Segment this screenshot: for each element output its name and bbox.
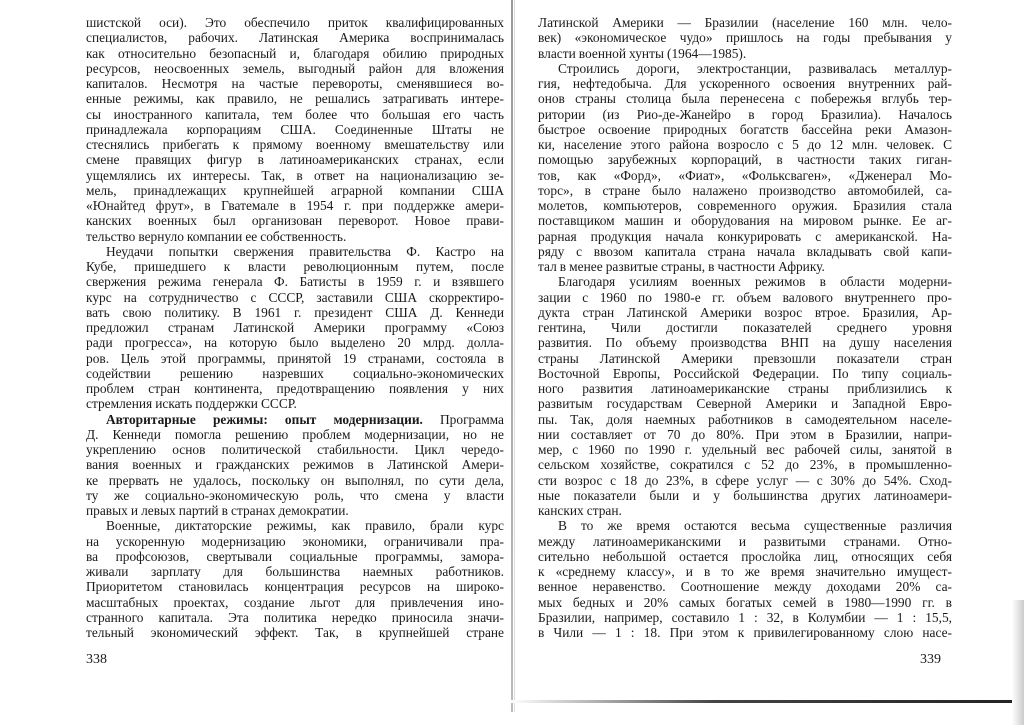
line-text: Восточной Европы, Российской Федерации. По типу социаль- bbox=[538, 365, 952, 381]
line-text: предложил странам Латинской Америки программу «Союз bbox=[86, 320, 504, 335]
line-text: ке прервать не удалось, поскольку он выполнял, по сути дела, bbox=[86, 472, 504, 488]
text-line bbox=[86, 122, 504, 137]
line-text: ряду с ввозом капитала страна начала вкладывать свой капи- bbox=[538, 243, 952, 259]
line-text: ту же социально-экономическую роль, что смена у власти bbox=[86, 487, 504, 503]
line-text: шистской оси). Это обеспечило приток квалифицированных bbox=[86, 15, 504, 30]
text-line bbox=[538, 396, 952, 411]
text-line bbox=[538, 366, 952, 381]
line-text: нии составляет от 70 до 80%. При этом в Бразилии, напри- bbox=[538, 426, 952, 442]
text-line bbox=[86, 381, 504, 396]
text-line bbox=[86, 625, 504, 640]
text-line bbox=[86, 610, 504, 625]
line-text: ритории (из Рио-де-Жанейро в город Бразилиа). Началось bbox=[538, 106, 952, 122]
text-line bbox=[86, 15, 504, 30]
text-line bbox=[86, 91, 504, 106]
text-line bbox=[538, 91, 952, 106]
line-text: онов страны столица была перенесена с побережья вглубь тер- bbox=[538, 91, 952, 107]
line-text: Кубе, пришедшего к власти революционным путем, после bbox=[86, 259, 504, 274]
text-line bbox=[86, 320, 504, 335]
text-line bbox=[86, 564, 504, 579]
line-text: живали зарплату для большинства наемных работников. bbox=[86, 564, 504, 579]
line-text: Приоритетом становилась концентрация ресурсов на широко- bbox=[86, 579, 504, 595]
text-line bbox=[86, 290, 504, 305]
text-line bbox=[538, 457, 952, 472]
line-text: гентина, Чили достигли показателей среднего уровня bbox=[538, 320, 952, 335]
line-text: ров. Цель этой программы, принятой 19 странами, состояла в bbox=[86, 350, 504, 366]
text-line bbox=[86, 305, 504, 320]
line-text: Д. Кеннеди помогла решению проблем модернизации, но не bbox=[86, 426, 504, 442]
line-text: канских стран. bbox=[538, 503, 622, 518]
text-line bbox=[538, 107, 952, 122]
line-text: странного капитала. Эта политика нередко приносила значи- bbox=[86, 609, 504, 625]
text-line bbox=[86, 351, 504, 366]
text-line bbox=[538, 259, 952, 274]
text-line bbox=[538, 46, 952, 61]
text-line bbox=[538, 320, 952, 335]
text-line bbox=[86, 198, 504, 213]
line-text: между латиноамериканскими и развитыми странами. Отно- bbox=[538, 533, 952, 549]
text-line bbox=[86, 168, 504, 183]
line-text: зации с 1960 по 1980-е гг. объем валового внутреннего про- bbox=[538, 289, 952, 305]
line-text: Благодаря усилиям военных режимов в области модерни- bbox=[558, 274, 952, 290]
line-text: ные показатели были и у большинства других латиноамери- bbox=[538, 487, 952, 503]
text-line bbox=[538, 168, 952, 183]
line-text: быстрое освоение природных богатств бассейна реки Амазон- bbox=[538, 121, 952, 137]
text-line bbox=[538, 76, 952, 91]
line-text: масштабных проектах, создание льгот для привлечения ино- bbox=[86, 594, 504, 610]
text-line bbox=[538, 503, 952, 518]
line-text: тельный экономический эффект. Так, в крупнейшей стране bbox=[86, 625, 504, 640]
line-text: молетов, компьютеров, современного оружия. Бразилия стала bbox=[538, 198, 952, 213]
line-text: енные режимы, как правило, не решались затрагивать интере- bbox=[86, 91, 504, 107]
text-line bbox=[86, 412, 504, 427]
line-text: ради прогресса», на которую было выделено 20 млрд. долла- bbox=[86, 335, 504, 351]
text-line bbox=[538, 442, 952, 457]
section-heading: Авторитарные режимы: опыт модернизации. bbox=[106, 411, 423, 427]
line-text: ущемлялись их интересы. Так, в ответ на национализацию зе- bbox=[86, 167, 504, 183]
text-line bbox=[86, 274, 504, 289]
line-text: развитым государствам Северной Америки и Западной Евро- bbox=[538, 396, 952, 412]
line-text: укреплению основ политической стабильности. Цикл чередо- bbox=[86, 442, 504, 457]
line-text: содействии решению назревших социально-экономических bbox=[86, 365, 504, 381]
text-line bbox=[538, 122, 952, 137]
line-text: Программа bbox=[422, 411, 504, 427]
right-page-text bbox=[538, 15, 952, 640]
line-text: дукта стран Латинской Америки возрос втрое. Бразилия, Ар- bbox=[538, 304, 952, 320]
text-line bbox=[538, 152, 952, 167]
text-line bbox=[538, 381, 952, 396]
line-text: ва профсоюзов, свертывали социальные программы, замора- bbox=[86, 548, 504, 564]
line-text: сительно небольшой остается прослойка лиц, относящих себя bbox=[538, 548, 952, 564]
text-line bbox=[86, 473, 504, 488]
text-line bbox=[86, 396, 504, 411]
text-line bbox=[86, 335, 504, 350]
text-line bbox=[86, 259, 504, 274]
text-line bbox=[86, 229, 504, 244]
text-line bbox=[86, 152, 504, 167]
text-line bbox=[538, 625, 952, 640]
text-line bbox=[538, 183, 952, 198]
left-page-text bbox=[86, 15, 504, 640]
line-text: тал в менее развитые страны, в частности Африку. bbox=[538, 259, 825, 274]
text-line bbox=[538, 412, 952, 427]
text-line bbox=[538, 564, 952, 579]
line-text: Военные, диктаторские режимы, как правило, брали курс bbox=[106, 518, 504, 534]
text-line bbox=[86, 579, 504, 594]
line-text: проблем стран континента, предотвращению появления у них bbox=[86, 381, 504, 396]
text-line bbox=[86, 107, 504, 122]
text-line bbox=[538, 290, 952, 305]
line-text: правых и левых партий в странах демократии. bbox=[86, 503, 349, 518]
line-text: мер, с 1960 по 1990 г. удельный вес рабочей силы, занятой в bbox=[538, 442, 952, 457]
line-text: капиталов. Несмотря на частые перевороты, сменявшиеся во- bbox=[86, 76, 504, 91]
line-text: пы. Так, доля наемных работников в самодеятельном населе- bbox=[538, 411, 952, 427]
line-text: сельском хозяйстве, сократился с 52 до 23%, в промышленно- bbox=[538, 457, 952, 473]
text-line bbox=[86, 457, 504, 472]
text-line bbox=[86, 61, 504, 76]
text-line bbox=[86, 503, 504, 518]
line-text: принадлежала корпорациям США. Соединенные Штаты не bbox=[86, 121, 504, 137]
text-line bbox=[86, 488, 504, 503]
line-text: как относительно безопасный и, благодаря обилию природных bbox=[86, 45, 504, 61]
line-text: мых бедных и 20% самых богатых семей в 1980—1990 гг. в bbox=[538, 594, 952, 610]
line-text: Бразилии, например, составило 1 : 32, в Колумбии — 1 : 15,5, bbox=[538, 609, 952, 625]
line-text: вания военных и гражданских режимов в Латинской Амери- bbox=[86, 457, 504, 473]
line-text: век) «экономическое чудо» пришлось на годы пребывания у bbox=[538, 30, 952, 46]
line-text: поставщиком машин и оборудования на мировом рынке. Ее аг- bbox=[538, 213, 952, 229]
line-text: Латинской Америки — Бразилии (население 160 млн. чело- bbox=[538, 15, 952, 30]
line-text: венное неравенство. Соотношение между доходами 20% са- bbox=[538, 579, 952, 595]
text-line bbox=[538, 61, 952, 76]
text-line bbox=[86, 427, 504, 442]
text-line bbox=[86, 213, 504, 228]
page-number-right: 339 bbox=[920, 652, 941, 667]
line-text: гия, нефтедобыча. Для ускоренного освоения внутренних рай- bbox=[538, 76, 952, 91]
line-text: ки, население этого района возросло с 5 до 12 млн. человек. С bbox=[538, 137, 952, 152]
text-line bbox=[538, 427, 952, 442]
text-line bbox=[538, 579, 952, 594]
book-gutter bbox=[511, 0, 513, 712]
line-text: тов, как «Форд», «Фиат», «Фольксваген», «Дженерал Мо- bbox=[538, 167, 952, 183]
text-line bbox=[538, 137, 952, 152]
line-text: торс», в стране было налажено производство автомобилей, са- bbox=[538, 182, 952, 198]
text-line bbox=[538, 274, 952, 289]
line-text: Строились дороги, электростанции, развивалась металлур- bbox=[558, 60, 952, 76]
line-text: стеснялись прибегать к прямому военному вмешательству или bbox=[86, 137, 504, 152]
line-text: «Юнайтед фрут», в Гватемале в 1954 г. при поддержке амери- bbox=[86, 198, 504, 213]
line-text: курс на сотрудничество с СССР, заставили США скорректиро- bbox=[86, 289, 504, 305]
scan-edge-right bbox=[1012, 600, 1024, 725]
line-text: стремления искать поддержки СССР. bbox=[86, 396, 297, 412]
line-text: ного развития латиноамериканские страны приблизились к bbox=[538, 381, 952, 396]
text-line bbox=[538, 229, 952, 244]
scan-edge-shadow bbox=[510, 700, 1024, 703]
text-line bbox=[86, 366, 504, 381]
line-text: канских военных был организован переворот. Новое прави- bbox=[86, 213, 504, 229]
text-line bbox=[538, 534, 952, 549]
line-text: на ускоренную модернизацию экономики, ограничивали пра- bbox=[86, 533, 504, 549]
text-line bbox=[538, 549, 952, 564]
line-text: сы иностранного капитала, тем более что большая его часть bbox=[86, 106, 504, 122]
line-text: сти возрос с 18 до 23%, в сфере услуг — с 30% до 54%. Сход- bbox=[538, 472, 952, 488]
text-line bbox=[538, 15, 952, 30]
book-gutter-shadow bbox=[514, 0, 515, 712]
text-line bbox=[86, 30, 504, 45]
text-line bbox=[538, 351, 952, 366]
line-text: свержения режима генерала Ф. Батисты в 1959 г. и взявшего bbox=[86, 274, 504, 290]
text-line bbox=[538, 30, 952, 45]
text-line bbox=[538, 244, 952, 259]
text-line bbox=[86, 183, 504, 198]
text-line bbox=[86, 595, 504, 610]
text-line bbox=[86, 534, 504, 549]
text-line bbox=[86, 137, 504, 152]
text-line bbox=[538, 518, 952, 533]
line-text: вать свою политику. В 1961 г. президент США Д. Кеннеди bbox=[86, 304, 504, 320]
text-line bbox=[538, 473, 952, 488]
line-text: мель, принадлежащих крупнейшей аграрной компании США bbox=[86, 182, 504, 198]
line-text: в Чили — 1 : 18. При этом к привилегированному слою насе- bbox=[538, 625, 952, 640]
line-text: В то же время остаются весьма существенные различия bbox=[558, 518, 952, 534]
text-line bbox=[538, 595, 952, 610]
line-text: рарная продукция начала конкурировать с американской. На- bbox=[538, 228, 952, 244]
line-text: тельство вернуло компании ее собственность. bbox=[86, 228, 347, 244]
text-line bbox=[538, 213, 952, 228]
line-text: развития. По объему производства ВНП на душу населения bbox=[538, 335, 952, 351]
line-text: к «среднему классу», и в то же время значительно имущест- bbox=[538, 564, 952, 579]
text-line bbox=[86, 76, 504, 91]
line-text: власти военной хунты (1964—1985). bbox=[538, 45, 747, 61]
text-line bbox=[86, 442, 504, 457]
line-text: специалистов, рабочих. Латинская Америка воспринималась bbox=[86, 30, 504, 46]
line-text: страны Латинской Америки превзошли показатели стран bbox=[538, 350, 952, 366]
line-text: ресурсов, неосвоенных земель, выгодный район для вложения bbox=[86, 60, 504, 76]
text-line bbox=[86, 46, 504, 61]
text-line bbox=[86, 518, 504, 533]
text-line bbox=[538, 305, 952, 320]
text-line bbox=[538, 335, 952, 350]
line-text: помощью зарубежных корпораций, в частности таких гиган- bbox=[538, 152, 952, 168]
text-line bbox=[538, 610, 952, 625]
text-line bbox=[86, 244, 504, 259]
page-number-left: 338 bbox=[86, 652, 107, 667]
text-line bbox=[538, 198, 952, 213]
line-text: смене правящих фигур в латиноамериканских странах, если bbox=[86, 152, 504, 168]
text-line bbox=[86, 549, 504, 564]
text-line bbox=[538, 488, 952, 503]
line-text: Неудачи попытки свержения правительства Ф. Кастро на bbox=[106, 243, 504, 259]
